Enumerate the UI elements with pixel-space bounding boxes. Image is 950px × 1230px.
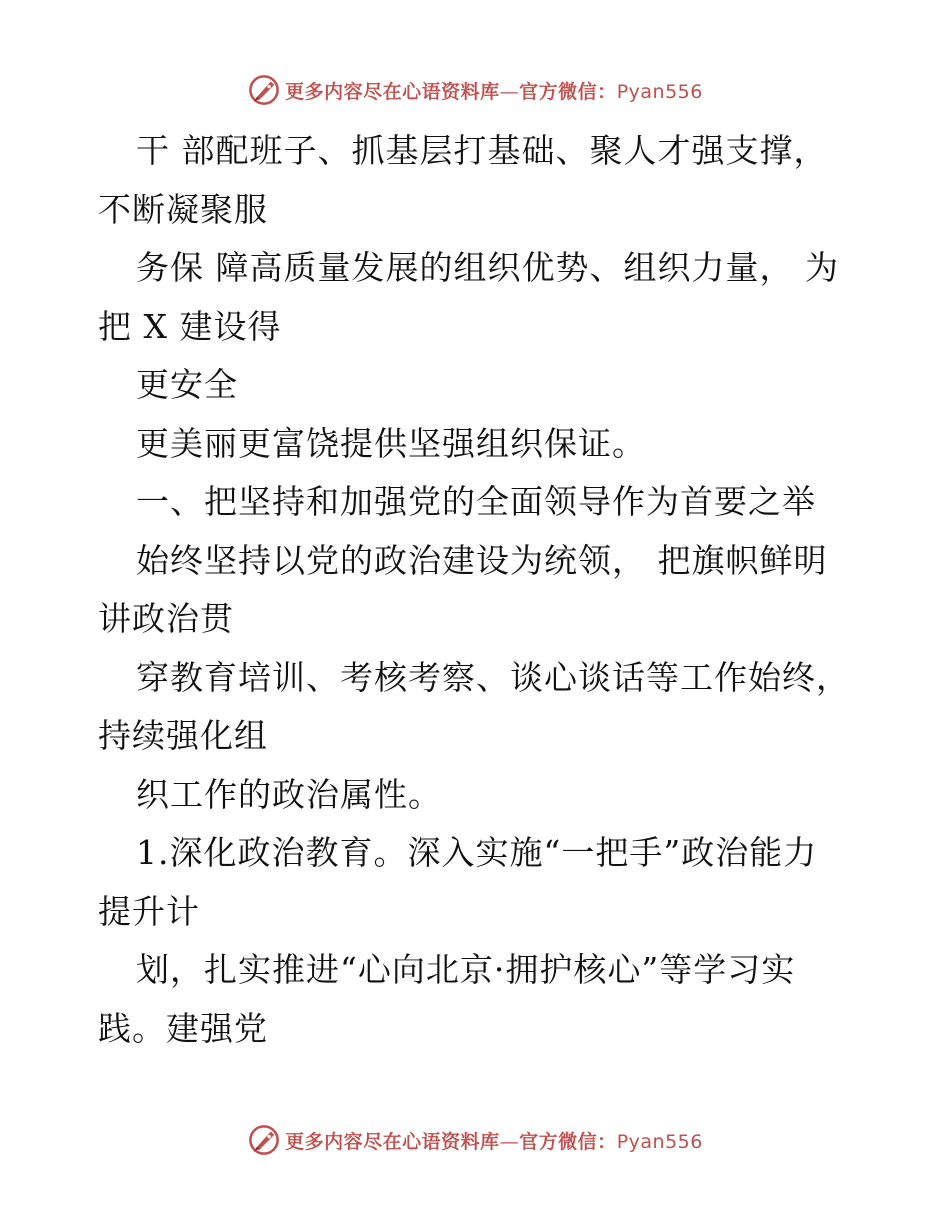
text-line: 把 X 建设得 [98, 306, 282, 346]
text-line: 穿教育培训、考核考察、谈心谈话等工作始终， [136, 657, 850, 697]
banner-site-name: 更多内容尽在心语资料库 [285, 1130, 500, 1153]
text-line: 划，扎实推进“心向北京·拥护核心”等学习实 [136, 950, 796, 989]
text-line: 更安全 [136, 365, 238, 404]
body-text [98, 122, 858, 1058]
text-line: 织工作的政治属性。 [136, 774, 442, 814]
header-banner [0, 70, 950, 110]
banner-text [285, 77, 703, 104]
banner-wechat-id: Pyan556 [616, 1130, 703, 1153]
text-line: 始终坚持以党的政治建设为统领， 把旗帜鲜明 [136, 540, 828, 580]
pen-nib-logo-icon [247, 73, 281, 107]
banner-wechat-label: 官方微信： [519, 80, 617, 103]
banner-site-name: 更多内容尽在心语资料库 [285, 80, 500, 103]
banner-wechat-label: 官方微信： [519, 1130, 617, 1153]
text-line: 1.深化政治教育。深入实施“一把手”政治能力 [136, 833, 818, 872]
text-line: 务保 障高质量发展的组织优势、组织力量， 为 [136, 248, 839, 287]
text-line: 讲政治贯 [98, 599, 234, 638]
text-line: 持续强化组 [98, 716, 268, 755]
pen-nib-logo-icon [247, 1123, 281, 1157]
banner-separator: — [499, 1130, 520, 1153]
text-line: 一、把坚持和加强党的全面领导作为首要之举 [136, 482, 816, 521]
text-line: 不断凝聚服 [98, 189, 268, 229]
banner-text [285, 1127, 703, 1154]
text-line: 更美丽更富饶提供坚强组织保证。 [136, 423, 646, 463]
text-line: 提升计 [98, 891, 200, 931]
text-line: 干 部配班子、抓基层打基础、聚人才强支撑， [136, 131, 828, 170]
footer-banner [0, 1120, 950, 1160]
text-line: 践。建强党 [98, 1008, 268, 1048]
banner-separator: — [499, 80, 520, 103]
banner-wechat-id: Pyan556 [616, 80, 703, 103]
